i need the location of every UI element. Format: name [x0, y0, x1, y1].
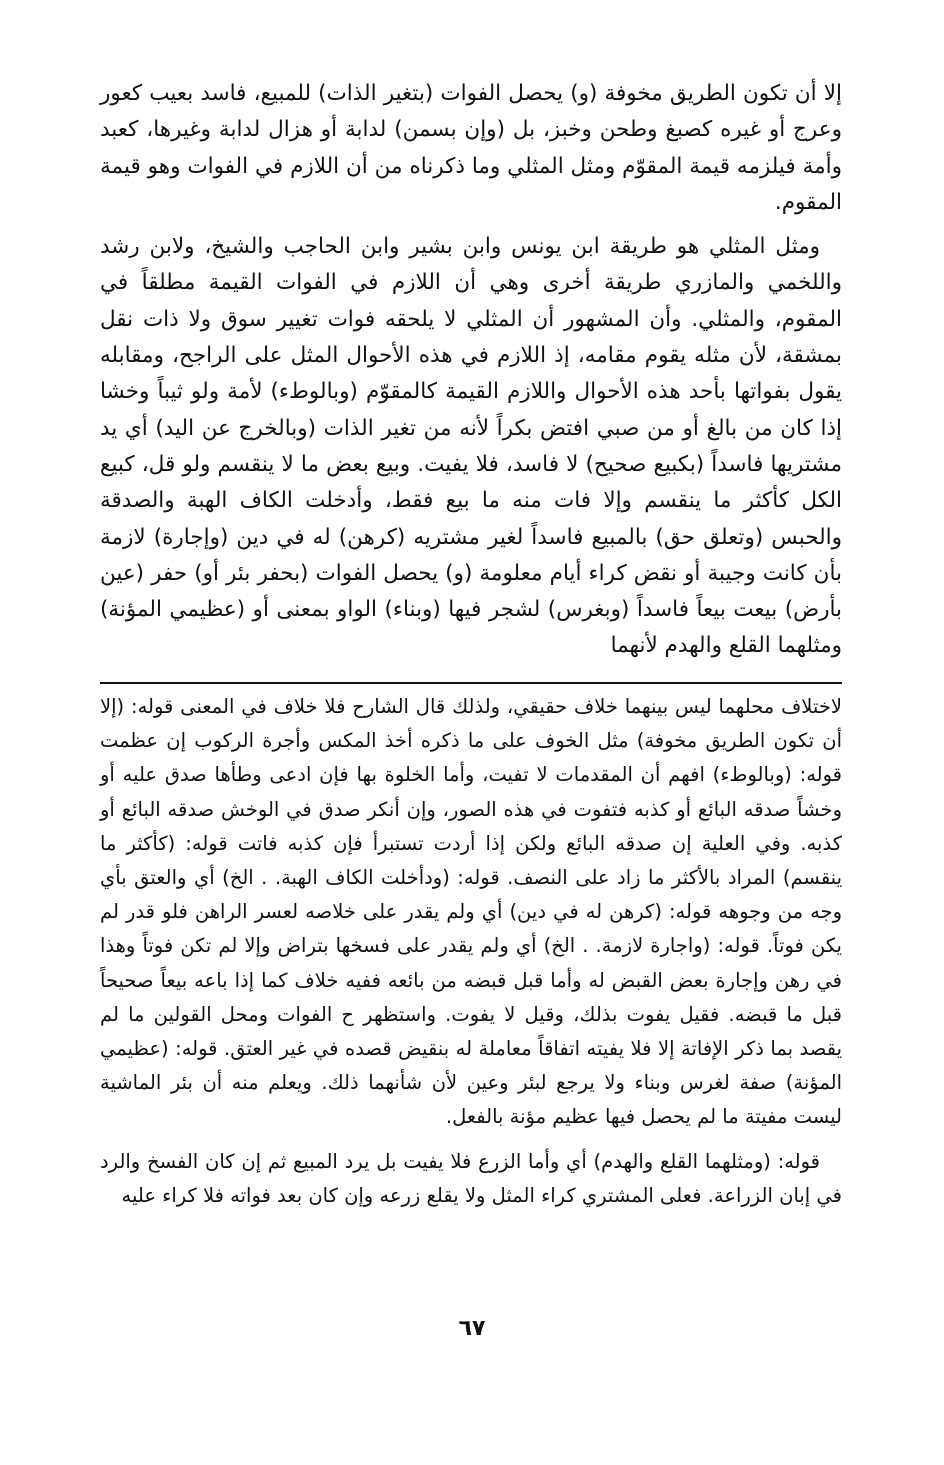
- notes-paragraph-1: لاختلاف محلهما ليس بينهما خلاف حقيقي، ولذلك قال الشارح فلا خلاف في المعنى قوله: (إلا أن تكون الطريق مخوفة) مثل الخوف على ما ذكره أخذ المكس وأجرة الركوب إن عظمت قوله: (وبالوطء) افهم أن المقدمات لا تفيت، وأما الخلوة بها فإن ادعى وطأها صدق عليه أو وخشاً صدقه البائع أو كذبه فتفوت في هذه الصور، وإن أنكر صدق في الوخش صدقه البائع أو كذبه. وفي العلية إن صدقه البائع ولكن إذا أردت تستبرأ فإن كذبه فاتت قوله: (كأكثر ما ينقسم) المراد بالأكثر ما زاد على النصف. قوله: (ودأخلت الكاف الهبة. . الخ) أي والعتق بأي وجه من وجوهه قوله: (كرهن له في دين) أي ولم يقدر على خلاصه لعسر الراهن فلو قدر لم يكن فوتاً. قوله: (واجارة لازمة. . الخ) أي ولم يقدر على فسخها بتراض وإلا لم تكن فوتاً وهذا في رهن وإجارة بعض القبض له وأما قبل قبضه من بائعه ففيه خلاف كما إذا باعه بيعاً صحيحاً قبل ما قبضه. فقيل يفوت بذلك، وقيل لا يفوت. واستظهر ح الفوات ومحل القولين ما لم يقصد بما ذكر الإفاتة إلا فلا يفيته اتفاقاً معاملة له بنقيض قصده في غير العتق. قوله: (عظيمي المؤنة) صفة لغرس وبناء ولا يرجع لبئر وعين لأن شأنهما ذلك. ويعلم منه أن بئر الماشية ليست مفيتة ما لم يحصل فيها عظيم مؤنة بالفعل.: [100, 695, 842, 1129]
- footnote-separator: [100, 682, 842, 684]
- notes-paragraph-2: قوله: (ومثلهما القلع والهدم) أي وأما الزرع فلا يفيت بل يرد المبيع ثم إن كان الفسخ والرد في إبان الزراعة. فعلى المشتري كراء المثل ولا يقلع زرعه وإن كان بعد فواته فلا كراء عليه: [100, 1149, 842, 1207]
- main-paragraph-2: ومثل المثلي هو طريقة ابن يونس وابن بشير وابن الحاجب والشيخ، ولابن رشد واللخمي والمازري طريقة أخرى وهي أن اللازم في الفوات القيمة مطلقاً في المقوم، والمثلي. وأن المشهور أن المثلي لا يلحقه فوات تغيير سوق ولا ذات نقل بمشقة، لأن مثله يقوم مقامه، إذ اللازم في هذه الأحوال المثل على الراجح، ومقابله يقول بفواتها بأحد هذه الأحوال واللازم القيمة كالمقوّم (وبالوطء) لأمة ولو ثيباً وخشا إذا كان من بالغ أو من صبي افتض بكراً لأنه من تغير الذات (وبالخرج عن اليد) أي يد مشتريها فاسداً (بكبيع صحيح) لا فاسد، فلا يفيت. وبيع بعض ما لا ينقسم ولو قل، كبيع الكل كأكثر ما ينقسم وإلا فات منه ما بيع فقط، وأدخلت الكاف الهبة والصدقة والحبس (وتعلق حق) بالمبيع فاسداً لغير مشتريه (كرهن) له في دين (وإجارة) لازمة بأن كانت وجيبة أو نقض كراء أيام معلومة (و) يحصل الفوات (بحفر بئر أو) حفر (عين بأرض) بيعت بيعاً فاسداً (وبغرس) لشجر فيها (وبناء) الواو بمعنى أو (عظيمي المؤنة) ومثلهما القلع والهدم لأنهما: [100, 234, 842, 659]
- main-paragraph-1: إلا أن تكون الطريق مخوفة (و) يحصل الفوات (بتغير الذات) للمبيع، فاسد بعيب كعور وعرج أو غيره كصبغ وطحن وخبز، بل (وإن بسمن) لدابة أو هزال لدابة وغيرها، كعبد وأمة فيلزمه قيمة المقوّم ومثل المثلي وما ذكرناه من أن اللازم في الفوات وهو قيمة المقوم.: [100, 81, 842, 215]
- commentary-notes: [100, 690, 842, 1213]
- main-text: [100, 76, 842, 665]
- page-number: ٦٧: [458, 1316, 486, 1341]
